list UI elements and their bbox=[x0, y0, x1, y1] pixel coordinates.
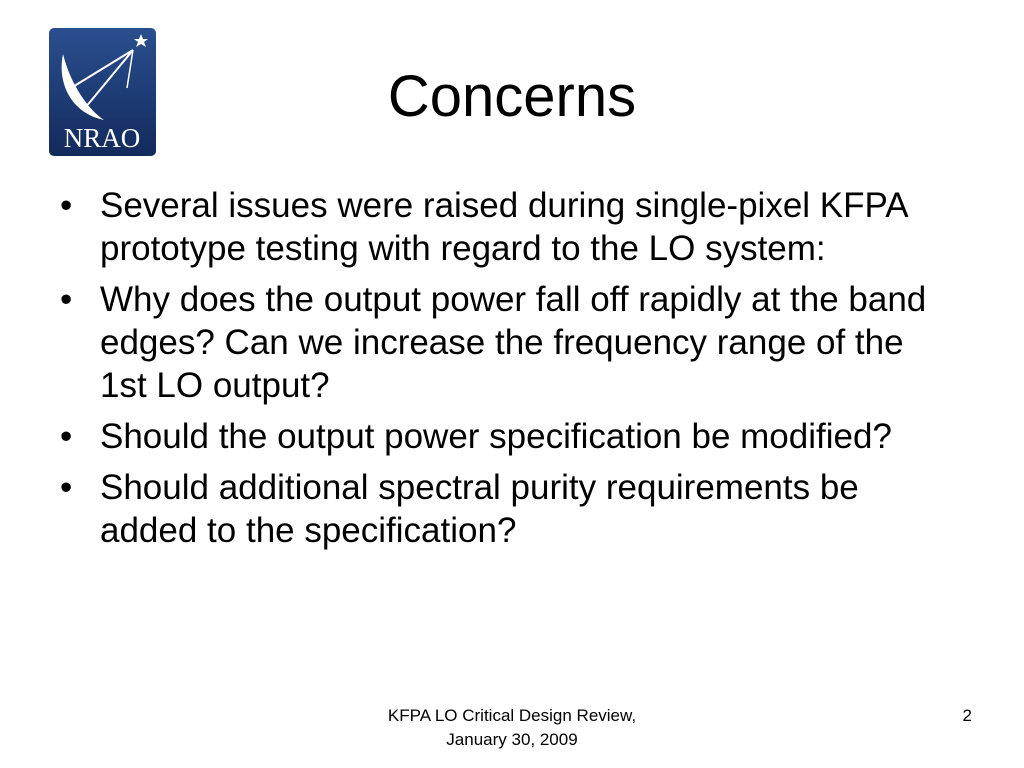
footer-line-1: KFPA LO Critical Design Review, bbox=[387, 706, 637, 725]
slide-title: Concerns bbox=[387, 64, 637, 129]
bullet-dot-icon: • bbox=[60, 186, 73, 225]
bullet-text: Why does the output power fall off rapidly at the band edges? Can we increase the frequency range of the 1st LO output? bbox=[100, 280, 927, 405]
bullet-text: Should the output power specification be modified? bbox=[100, 417, 892, 456]
bullet-item bbox=[56, 278, 956, 407]
bullet-item bbox=[56, 466, 956, 552]
footer-text bbox=[312, 704, 712, 752]
bullet-text: Should additional spectral purity requirements be added to the specification? bbox=[100, 468, 859, 550]
page-number: 2 bbox=[962, 706, 972, 725]
bullet-item bbox=[56, 184, 956, 270]
footer-line-2: January 30, 2009 bbox=[446, 730, 578, 749]
bullet-dot-icon: • bbox=[60, 280, 73, 319]
bullet-item bbox=[56, 415, 956, 458]
bullet-dot-icon: • bbox=[60, 468, 73, 507]
bullet-list bbox=[56, 184, 956, 560]
bullet-text: Several issues were raised during single-pixel KFPA prototype testing with regard to the LO system: bbox=[100, 186, 907, 268]
bullet-dot-icon: • bbox=[60, 417, 73, 456]
logo-text: NRAO bbox=[63, 123, 141, 153]
